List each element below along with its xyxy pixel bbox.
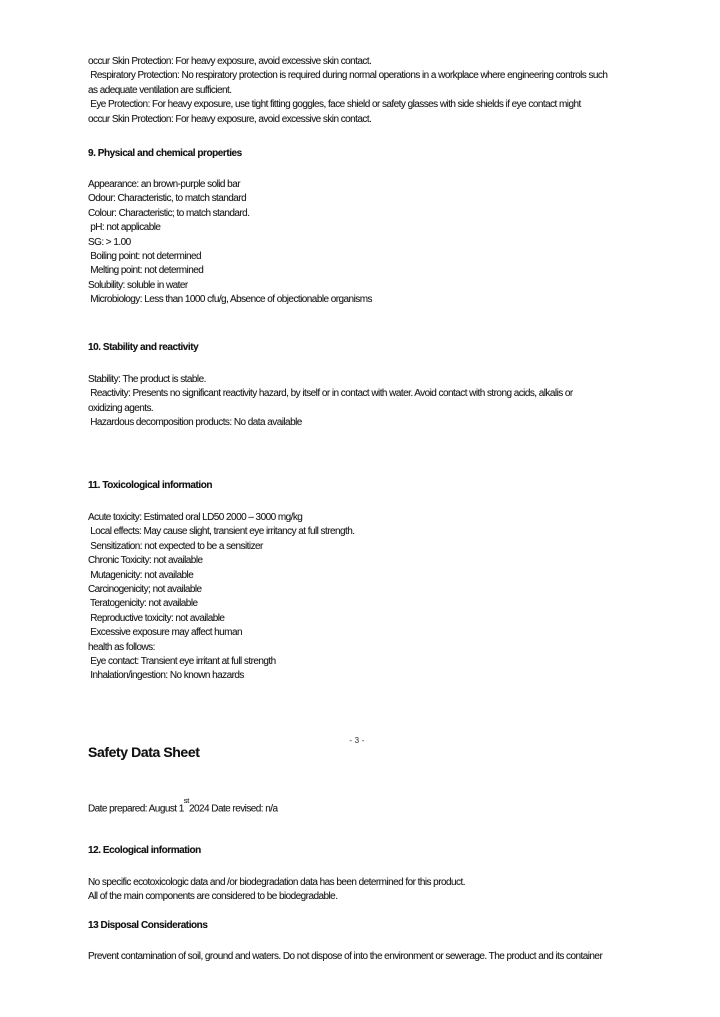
date-prepared-line: [88, 795, 278, 815]
text-line: Respiratory Protection: No respiratory protection is required during normal operations in a workplace where engineering controls such: [88, 70, 608, 82]
text-line: Teratogenicity: not available: [88, 598, 198, 610]
text-line: Local effects: May cause slight, transient eye irritancy at full strength.: [88, 526, 355, 538]
text-line: Solubility: soluble in water: [88, 279, 188, 291]
section-9-heading: 9. Physical and chemical properties: [88, 148, 242, 159]
text-line: Reactivity: Presents no significant reactivity hazard, by itself or in contact with water. Avoid contact with strong acids, alkalis or: [88, 388, 573, 400]
text-line: Carcinogenicity; not available: [88, 584, 202, 596]
text-line: No specific ecotoxicologic data and /or biodegradation data has been determined for this product.: [88, 877, 465, 888]
text-line: Prevent contamination of soil, ground and waters. Do not dispose of into the environment or sewerage. The product and its container: [88, 951, 603, 962]
text-line: Melting point: not determined: [88, 265, 204, 277]
text-line: Acute toxicity: Estimated oral LD50 2000 – 3000 mg/kg: [88, 512, 303, 523]
text-line: pH: not applicable: [88, 222, 161, 234]
section-11-toxicological: [88, 511, 355, 684]
text-line: Reproductive toxicity: not available: [88, 612, 225, 624]
section-10-heading: 10. Stability and reactivity: [88, 342, 199, 353]
section-11-heading: 11. Toxicological information: [88, 480, 213, 491]
text-line: Colour: Characteristic; to match standard.: [88, 207, 250, 219]
text-line: Eye contact: Transient eye irritant at full strength: [88, 656, 276, 668]
text-line: Chronic Toxicity: not available: [88, 555, 203, 567]
date-ordinal-superscript: st: [183, 795, 189, 805]
section-13-heading: 13 Disposal Considerations: [88, 920, 208, 931]
text-line: Odour: Characteristic, to match standard: [88, 193, 247, 205]
section-12-ecological: [88, 876, 465, 905]
text-line: Mutagenicity: not available: [88, 569, 194, 581]
document-title: Safety Data Sheet: [88, 744, 200, 760]
text-line: occur Skin Protection: For heavy exposure, avoid excessive skin contact.: [88, 56, 372, 67]
text-line: Sensitization: not expected to be a sensitizer: [88, 540, 263, 552]
text-line: Stability: The product is stable.: [88, 374, 206, 385]
section-10-stability-reactivity: [88, 373, 573, 431]
text-line: SG: > 1.00: [88, 236, 131, 248]
text-line: Microbiology: Less than 1000 cfu/g, Absence of objectionable organisms: [88, 294, 372, 306]
text-line: as adequate ventilation are sufficient.: [88, 84, 232, 96]
text-line: Appearance: an brown-purple solid bar: [88, 179, 240, 190]
text-line: Inhalation/ingestion: No known hazards: [88, 670, 244, 682]
text-line: oxidizing agents.: [88, 402, 154, 414]
text-line: Boiling point: not determined: [88, 251, 202, 263]
section-12-heading: 12. Ecological information: [88, 845, 201, 856]
section-exposure-controls-continued: [88, 55, 607, 127]
text-line: Hazardous decomposition products: No data available: [88, 417, 302, 429]
text-line: All of the main components are considered to be biodegradable.: [88, 891, 338, 903]
page-number: - 3 -: [349, 736, 365, 745]
section-9-physical-chemical: [88, 178, 372, 308]
date-prepared-prefix: Date prepared: August 1: [88, 803, 184, 815]
text-line: Eye Protection: For heavy exposure, use tight fitting goggles, face shield or safety glasses with side shields if eye contact might: [88, 99, 581, 111]
text-line: Excessive exposure may affect human: [88, 627, 242, 639]
date-prepared-suffix: 2024 Date revised: n/a: [189, 803, 278, 815]
text-line: occur Skin Protection: For heavy exposure, avoid excessive skin contact.: [88, 113, 372, 125]
text-line: health as follows:: [88, 641, 155, 653]
section-13-disposal: [88, 950, 602, 964]
